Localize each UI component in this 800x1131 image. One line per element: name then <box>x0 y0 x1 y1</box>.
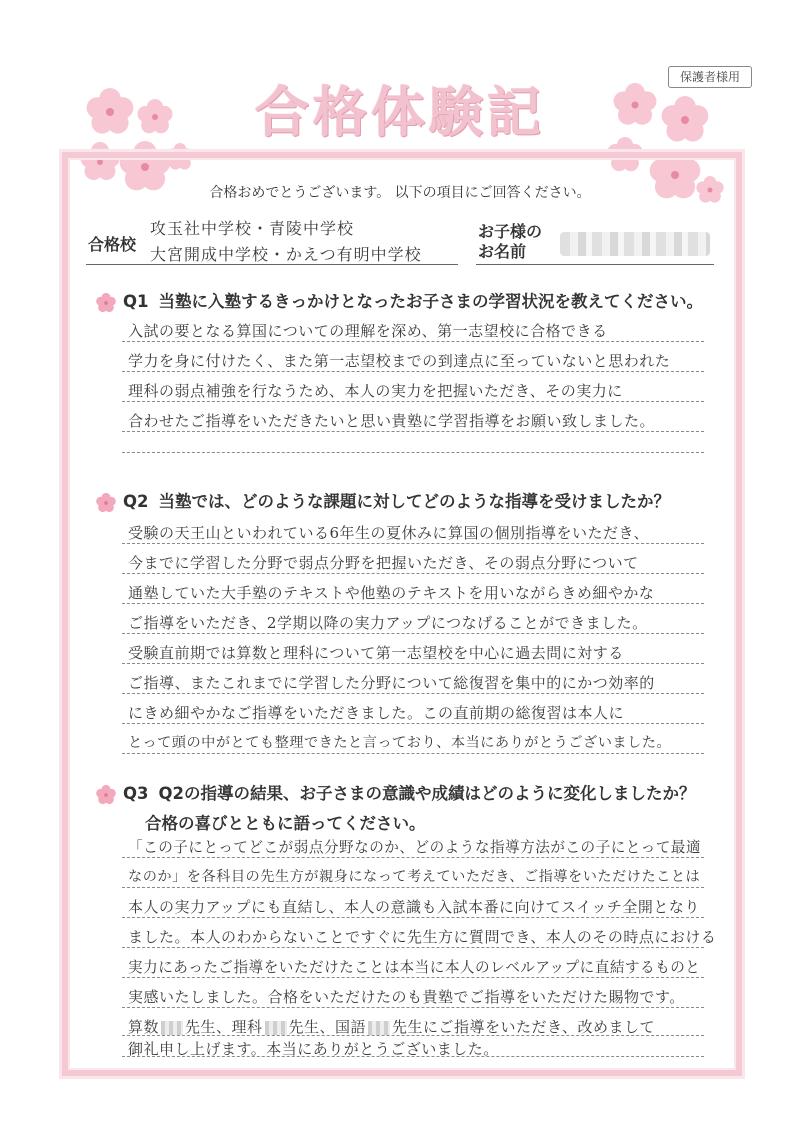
q1-answer-line-4: 合わせたご指導をいただきたいと思い貴塾に学習指導をお願い致しました。 <box>128 412 656 430</box>
answer-rule <box>122 543 704 544</box>
answer-rule <box>122 603 704 604</box>
redacted-name <box>161 1021 183 1035</box>
answer-rule <box>122 431 704 432</box>
school-label: 合格校 <box>88 235 137 254</box>
child-name-redacted <box>560 232 710 256</box>
intro-text: 合格おめでとうございます。 以下の項目にご回答ください。 <box>209 185 591 201</box>
answer-rule <box>122 1035 704 1036</box>
q2-question: 当塾では、どのような課題に対してどのような指導を受けましたか？ <box>158 492 671 511</box>
answer-rule <box>122 723 704 724</box>
answer-rule <box>122 1007 704 1008</box>
answer-rule <box>122 573 704 574</box>
redacted-name <box>368 1021 390 1035</box>
q3-answer-line-3: 本人の実力アップにも直結し、本人の意識も入試本番に向けてスイッチ全開となり <box>128 898 700 916</box>
q3-line7-part4: 先生にご指導をいただき、改めまして <box>392 1018 655 1036</box>
flower-icon <box>95 492 117 514</box>
q2-number: Q2 <box>123 492 149 511</box>
q3-answer-line-2: なのか」を各科目の先生方が親身になって考えていただき、ご指導をいただけたことは <box>128 869 701 885</box>
answer-rule <box>122 341 704 342</box>
q2-answer-line-2: 今までに学習した分野で弱点分野を把握いただき、その弱点分野について <box>128 554 639 572</box>
flower-icon <box>95 784 117 806</box>
q3-question-line-2: 合格の喜びとともに語ってください。 <box>145 813 426 833</box>
school-underline <box>86 264 458 265</box>
q3-answer-line-7 <box>128 1016 655 1037</box>
child-name-label-line1: お子様の <box>478 222 543 241</box>
q3-answer-line-1: 「この子にとってどこが弱点分野なのか、どのような指導方法がこの子にとって最適 <box>128 839 701 856</box>
answer-rule <box>122 401 704 402</box>
q1-answer-line-3: 理科の弱点補強を行なうため、本人の実力を把握いただき、その実力に <box>128 382 623 400</box>
q2-answer-line-5: 受験直前期では算数と理科について第一志望校を中心に過去問に対する <box>128 644 624 662</box>
q3-line7-part1: 算数 <box>128 1018 160 1036</box>
answer-rule <box>122 977 704 978</box>
school-line-2: 大宮開成中学校・かえつ有明中学校 <box>150 245 422 264</box>
q2-answer-line-4: ご指導をいただき、2学期以降の実力アップにつなげることができました。 <box>128 614 648 632</box>
q3-answer-line-4: ました。本人のわからないことですぐに先生方に質問でき、本人のその時点における <box>128 928 717 946</box>
answer-rule <box>122 947 704 948</box>
answer-rule <box>122 857 704 858</box>
q1-question: 当塾に入塾するきっかけとなったお子さまの学習状況を教えてください。 <box>158 292 704 311</box>
q2-answer-line-1: 受験の天王山といわれている6年生の夏休みに算国の個別指導をいただき、 <box>128 524 649 542</box>
q1-heading <box>95 288 703 314</box>
q3-answer-line-8: 御礼申し上げます。本当にありがとうございました。 <box>128 1040 499 1058</box>
answer-rule <box>122 753 704 754</box>
q2-answer-line-8: とって頭の中がとても整理できたと言っており、本当にありがとうございました。 <box>128 735 672 751</box>
q3-line7-part3: 先生、国語 <box>288 1018 367 1036</box>
guardian-badge: 保護者様用 <box>668 66 752 88</box>
q2-heading <box>95 488 670 514</box>
q1-answer-line-2: 学力を身に付けたく、また第一志望校までの到達点に至っていないと思われた <box>128 352 671 370</box>
q3-answer-line-6: 実感いたしました。合格をいただけたのも貴塾でご指導をいただけた賜物です。 <box>128 988 685 1006</box>
q3-question-line-1: Q2の指導の結果、お子さまの意識や成績はどのように変化しましたか？ <box>158 784 696 803</box>
redacted-name <box>265 1021 287 1035</box>
page-title: 合格体験記 <box>255 80 545 144</box>
flower-icon <box>95 292 117 314</box>
child-name-label-line2: お名前 <box>478 242 527 261</box>
answer-rule <box>122 371 704 372</box>
answer-rule <box>122 452 704 453</box>
answer-rule <box>122 1056 704 1057</box>
q2-answer-line-7: にきめ細やかなご指導をいただきました。この直前期の総復習は本人に <box>128 704 625 722</box>
q3-number: Q3 <box>123 784 149 803</box>
answer-rule <box>122 917 704 918</box>
school-line-1: 攻玉社中学校・青陵中学校 <box>150 219 355 238</box>
answer-rule <box>122 633 704 634</box>
q1-answer-line-1: 入試の要となる算国についての理解を深め、第一志望校に合格できる <box>128 322 608 340</box>
child-name-label <box>478 222 542 262</box>
q3-heading <box>95 780 696 834</box>
answer-rule <box>122 693 704 694</box>
q2-answer-line-3: 通塾していた大手塾のテキストや他塾のテキストを用いながらきめ細やかな <box>128 584 655 602</box>
q2-answer-line-6: ご指導、またこれまでに学習した分野について総復習を集中的にかつ効率的 <box>128 674 655 692</box>
q3-line7-part2: 先生、理科 <box>185 1018 263 1036</box>
answer-rule <box>122 663 704 664</box>
q1-number: Q1 <box>123 292 149 311</box>
name-underline <box>476 264 714 265</box>
answer-rule <box>122 887 704 888</box>
q3-answer-line-5: 実力にあったご指導をいただけたことは本当に本人のレベルアップに直結するものと <box>128 959 701 976</box>
